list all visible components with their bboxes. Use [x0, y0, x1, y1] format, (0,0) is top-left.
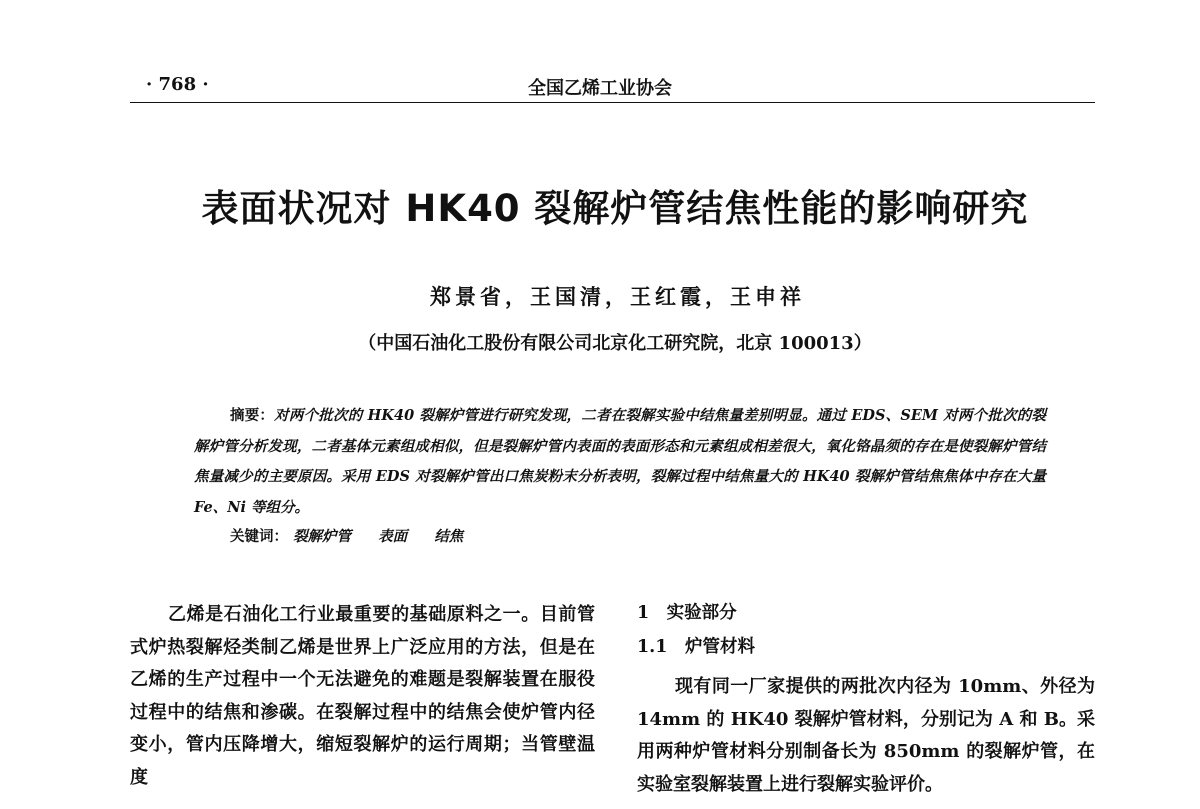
keywords: [230, 525, 485, 546]
paper-title: 表面状况对 HK40 裂解炉管结焦性能的影响研究: [201, 187, 1029, 230]
header-rule: [130, 102, 1095, 103]
body-text-left: 乙烯是石油化工行业最重要的基础原料之一。目前管式炉热裂解烃类制乙烯是世界上广泛应用的方法，但是在乙烯的生产过程中一个无法避免的难题是裂解装置在服役过程中的结焦和渗碳。在裂解过程中的结焦会使炉管内径变小，管内压降增大，缩短裂解炉的运行周期；当管壁温度: [130, 604, 595, 788]
affiliation: （中国石油化工股份有限公司北京化工研究院，北京 100013）: [358, 333, 872, 354]
keywords-label: 关键词：: [230, 528, 288, 545]
journal-name: 全国乙烯工业协会: [528, 78, 672, 99]
page-number: · 768 ·: [146, 74, 209, 95]
keyword-item: 表面: [378, 528, 408, 545]
abstract-text: 对两个批次的 HK40 裂解炉管进行研究发现，二者在裂解实验中结焦量差别明显。通过 EDS、SEM 对两个批次的裂解炉管分析发现，二者基体元素组成相似，但是裂解炉管内表面的表面形态和元素组成相差很大，氧化铬晶须的存在是使裂解炉管结焦量减少的主要原因。采用 EDS 对裂解炉管出口焦炭粉末分析表明，裂解过程中结焦量大的 HK40 裂解炉管结焦焦体中存在大量 Fe、Ni 等组分。: [194, 407, 1046, 516]
subsection-heading-1-1: 1.1 炉管材料: [637, 637, 755, 657]
abstract: [194, 401, 1046, 523]
keyword-item: 结焦: [434, 528, 464, 545]
section-heading-1: 1 实验部分: [637, 603, 737, 623]
abstract-label: 摘要：: [230, 407, 275, 424]
author-list: 郑景省，王国清，王红霞，王申祥: [430, 284, 805, 309]
keyword-item: 裂解炉管: [293, 528, 352, 545]
body-text-right: 现有同一厂家提供的两批次内径为 10mm、外径为 14mm 的 HK40 裂解炉管材料，分别记为 A 和 B。采用两种炉管材料分别制备长为 850mm 的裂解炉管，在实验室裂解装置上进行裂解实验评价。: [637, 676, 1095, 795]
